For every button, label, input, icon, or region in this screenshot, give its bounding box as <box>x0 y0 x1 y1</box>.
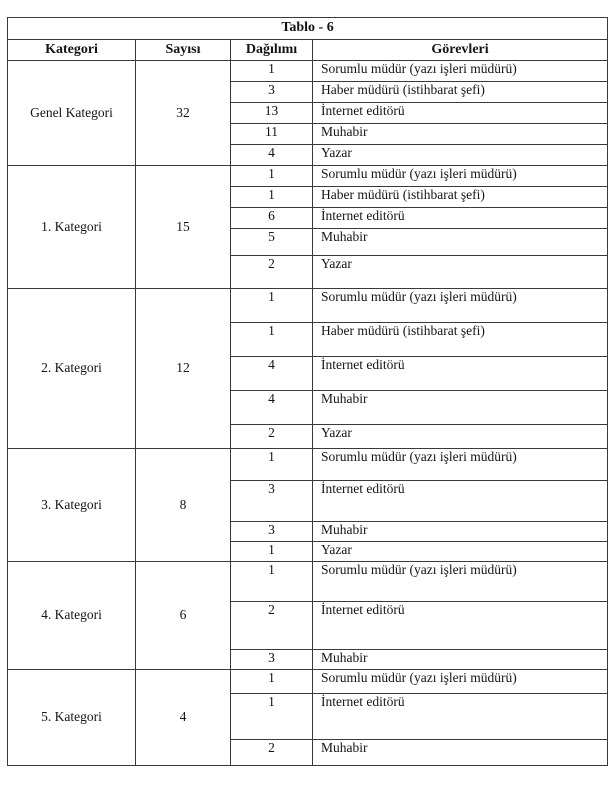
distribution-cell: 2 <box>231 425 313 449</box>
distribution-cell: 1 <box>231 289 313 323</box>
category-cell: 2. Kategori <box>8 289 136 449</box>
distribution-cell: 3 <box>231 650 313 670</box>
distribution-cell: 1 <box>231 323 313 357</box>
distribution-cell: 1 <box>231 562 313 602</box>
distribution-cell: 13 <box>231 103 313 124</box>
distribution-cell: 11 <box>231 124 313 145</box>
table-row <box>8 670 608 694</box>
role-cell: Muhabir <box>313 391 608 425</box>
role-cell: İnternet editörü <box>313 357 608 391</box>
role-cell: Sorumlu müdür (yazı işleri müdürü) <box>313 562 608 602</box>
category-cell: 3. Kategori <box>8 449 136 562</box>
role-cell: Muhabir <box>313 650 608 670</box>
role-cell: İnternet editörü <box>313 208 608 229</box>
table-title-row <box>8 18 608 40</box>
role-cell: İnternet editörü <box>313 694 608 740</box>
distribution-cell: 5 <box>231 229 313 256</box>
distribution-cell: 2 <box>231 256 313 289</box>
distribution-cell: 2 <box>231 740 313 766</box>
distribution-cell: 1 <box>231 449 313 481</box>
distribution-cell: 4 <box>231 357 313 391</box>
role-cell: Sorumlu müdür (yazı işleri müdürü) <box>313 670 608 694</box>
count-cell: 4 <box>136 670 231 766</box>
table-row <box>8 449 608 481</box>
distribution-cell: 1 <box>231 694 313 740</box>
role-cell: Sorumlu müdür (yazı işleri müdürü) <box>313 61 608 82</box>
category-cell: 5. Kategori <box>8 670 136 766</box>
categories-table <box>7 17 608 766</box>
distribution-cell: 3 <box>231 522 313 542</box>
table-row <box>8 289 608 323</box>
role-cell: Yazar <box>313 145 608 166</box>
role-cell: Haber müdürü (istihbarat şefi) <box>313 187 608 208</box>
role-cell: Muhabir <box>313 229 608 256</box>
table-title: Tablo - 6 <box>8 18 608 40</box>
role-cell: Yazar <box>313 425 608 449</box>
category-cell: 4. Kategori <box>8 562 136 670</box>
table-row <box>8 562 608 602</box>
role-cell: Muhabir <box>313 124 608 145</box>
role-cell: Yazar <box>313 542 608 562</box>
table-row <box>8 166 608 187</box>
count-cell: 12 <box>136 289 231 449</box>
role-cell: Yazar <box>313 256 608 289</box>
distribution-cell: 1 <box>231 542 313 562</box>
distribution-cell: 3 <box>231 481 313 522</box>
distribution-cell: 3 <box>231 82 313 103</box>
role-cell: Sorumlu müdür (yazı işleri müdürü) <box>313 289 608 323</box>
category-cell: Genel Kategori <box>8 61 136 166</box>
header-kategori: Kategori <box>8 40 136 61</box>
distribution-cell: 1 <box>231 670 313 694</box>
table-header-row <box>8 40 608 61</box>
distribution-cell: 6 <box>231 208 313 229</box>
distribution-cell: 1 <box>231 61 313 82</box>
distribution-cell: 2 <box>231 602 313 650</box>
distribution-cell: 4 <box>231 145 313 166</box>
category-cell: 1. Kategori <box>8 166 136 289</box>
role-cell: Muhabir <box>313 740 608 766</box>
header-gorevleri: Görevleri <box>313 40 608 61</box>
header-sayisi: Sayısı <box>136 40 231 61</box>
role-cell: Sorumlu müdür (yazı işleri müdürü) <box>313 449 608 481</box>
role-cell: Haber müdürü (istihbarat şefi) <box>313 323 608 357</box>
table-body <box>8 18 608 766</box>
count-cell: 6 <box>136 562 231 670</box>
role-cell: İnternet editörü <box>313 103 608 124</box>
role-cell: İnternet editörü <box>313 481 608 522</box>
role-cell: İnternet editörü <box>313 602 608 650</box>
role-cell: Sorumlu müdür (yazı işleri müdürü) <box>313 166 608 187</box>
distribution-cell: 1 <box>231 166 313 187</box>
count-cell: 8 <box>136 449 231 562</box>
count-cell: 32 <box>136 61 231 166</box>
distribution-cell: 4 <box>231 391 313 425</box>
table-row <box>8 61 608 82</box>
distribution-cell: 1 <box>231 187 313 208</box>
role-cell: Haber müdürü (istihbarat şefi) <box>313 82 608 103</box>
role-cell: Muhabir <box>313 522 608 542</box>
header-dagilimi: Dağılımı <box>231 40 313 61</box>
count-cell: 15 <box>136 166 231 289</box>
